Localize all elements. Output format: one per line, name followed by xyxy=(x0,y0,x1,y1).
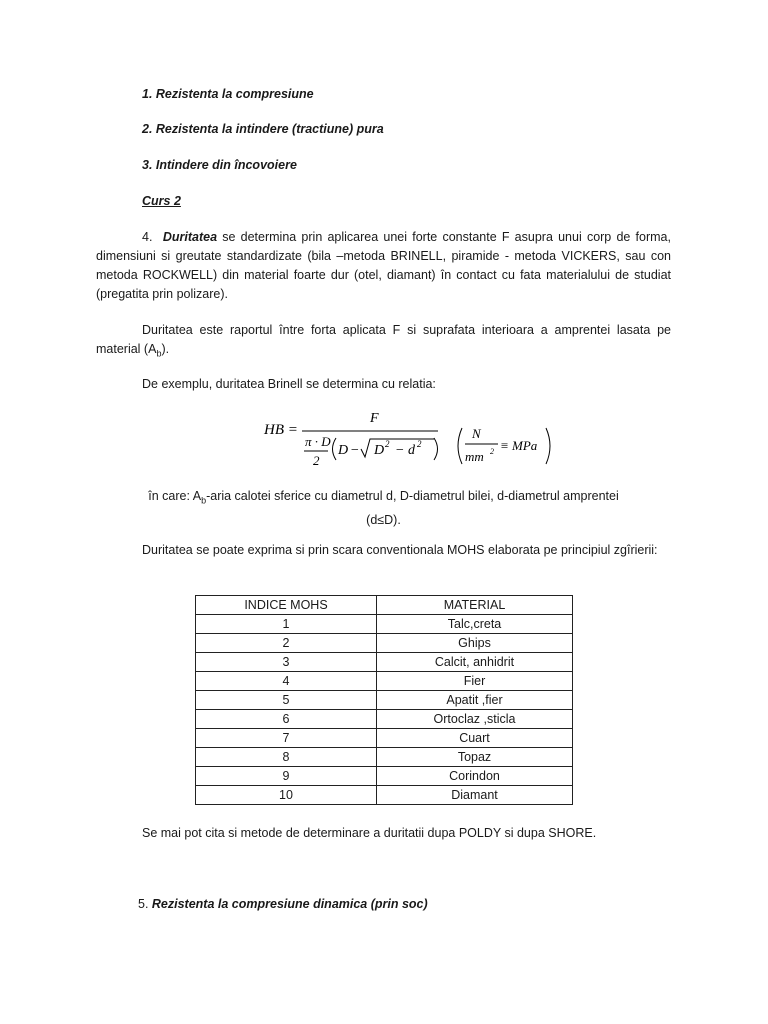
term-duritatea: Duritatea xyxy=(162,230,218,244)
paragraph-mohs: Duritatea se poate exprima si prin scara conventionala MOHS elaborata pe principiul zgîrierii: xyxy=(142,543,658,557)
section-number: 4. xyxy=(142,230,153,244)
svg-text:−: − xyxy=(395,443,405,458)
table-row: 10 Diamant xyxy=(196,786,573,805)
table-row: 5 Apatit ,fier xyxy=(196,691,573,710)
svg-text:−: − xyxy=(350,443,360,458)
brinell-formula xyxy=(262,408,562,470)
formula-lhs: HB = xyxy=(264,422,298,438)
column-header-material: MATERIAL xyxy=(377,596,573,615)
paragraph-example: De exemplu, duritatea Brinell se determina cu relatia: xyxy=(142,377,436,391)
paragraph-duritatea xyxy=(96,228,671,304)
heading-section-5: 5. Rezistenta la compresiune dinamica (prin soc) xyxy=(138,897,428,911)
table-row: 8 Topaz xyxy=(196,748,573,767)
unit-paren-right xyxy=(546,428,550,464)
svg-text:2: 2 xyxy=(417,439,422,449)
table-row: 2 Ghips xyxy=(196,634,573,653)
formula-numerator: F xyxy=(370,411,379,426)
column-header-indice: INDICE MOHS xyxy=(196,596,377,615)
table-row: 1 Talc,creta xyxy=(196,615,573,634)
unit-paren-left xyxy=(458,428,462,464)
table-row: 4 Fier xyxy=(196,672,573,691)
paragraph-other-methods: Se mai pot cita si metode de determinare a duritatii dupa POLDY si dupa SHORE. xyxy=(142,826,597,840)
svg-text:N: N xyxy=(472,426,481,441)
svg-text:≡ MPa: ≡ MPa xyxy=(500,438,538,453)
table-header-row xyxy=(196,596,573,615)
table-row: 7 Cuart xyxy=(196,729,573,748)
paren-left xyxy=(333,438,337,460)
svg-text:π · D: π · D xyxy=(305,434,331,449)
duritatea-text: se determina prin aplicarea unei forte constante F asupra unui corp de forma, dimensiuni si greutate standardizate (bila –metoda BRINELL, piramide - metoda VICKERS, sau con metoda ROCKWELL) din material foarte dur (otel, diamant) în contact cu fata materialului de studiat (pregatita prin polizare). xyxy=(96,230,671,301)
svg-text:2: 2 xyxy=(490,447,494,456)
svg-text:mm: mm xyxy=(465,449,484,464)
heading-incovoiere: 3. Intindere din încovoiere xyxy=(142,158,297,172)
table-row: 6 Ortoclaz ,sticla xyxy=(196,710,573,729)
heading-compresiune: 1. Rezistenta la compresiune xyxy=(142,87,314,101)
heading-intindere: 2. Rezistenta la intindere (tractiune) pura xyxy=(142,122,384,136)
svg-text:2: 2 xyxy=(313,453,320,468)
table-row: 9 Corindon xyxy=(196,767,573,786)
paren-right xyxy=(434,438,438,460)
svg-text:d: d xyxy=(408,443,415,458)
svg-text:2: 2 xyxy=(385,439,390,449)
formula-legend: în care: $A_b$-aria calotei sferice cu diametrul d, D-diametrul bilei, d-diametrul amprentei (d≤D). xyxy=(148,489,619,527)
table-row: 3 Calcit, anhidrit xyxy=(196,653,573,672)
mohs-table xyxy=(195,595,573,805)
svg-text:D: D xyxy=(338,443,349,458)
heading-curs: Curs 2 xyxy=(142,194,181,208)
paragraph-definition: Duritatea este raportul între forta aplicata F si suprafata interioara a amprentei lasata pe material $(A_b)$. xyxy=(96,323,671,359)
svg-text:D: D xyxy=(374,443,385,458)
